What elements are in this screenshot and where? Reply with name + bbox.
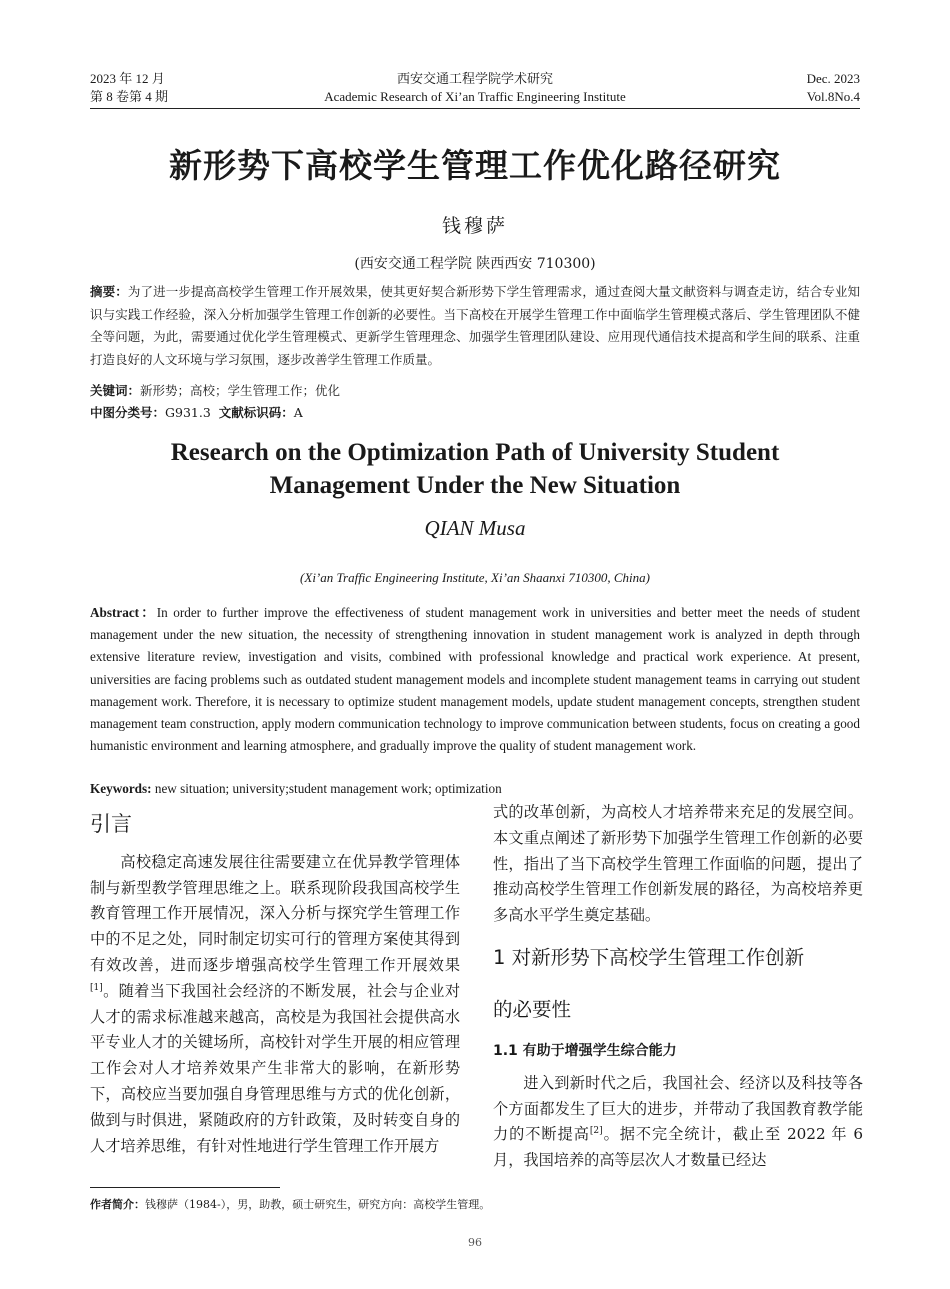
keywords-cn-label: 关键词： [90, 383, 141, 398]
section-1-heading-cont: 的必要性 [493, 997, 572, 1021]
abstract-cn-text: 为了进一步提高高校学生管理工作开展效果，使其更好契合新形势下学生管理需求，通过查阅大量文献资料与调查走访，结合专业知识与实践工作经验，深入分析加强学生管理工作创新的必要性。当下高校在开展学生管理工作中面临学生管理模式落后、学生管理团队不健全等问题，为此，需要通过优化学生管理模式、更新学生管理理念、加强学生管理团队建设、应用现代通信技术提高和学生间的联系、注重打造良好的人文环境与学习氛围，逐步改善学生管理工作质量。 [90, 284, 860, 367]
clc-value: G931.3 [165, 405, 211, 420]
footnote-rule [90, 1187, 280, 1188]
classification-line [90, 402, 860, 425]
citation-2[interactable]: [2] [589, 1126, 603, 1137]
title-en-line1: Research on the Optimization Path of University Student [170, 439, 780, 466]
body-column-right [493, 800, 863, 1174]
abstract-cn-label: 摘要： [90, 284, 128, 299]
running-header [90, 70, 860, 110]
header-journal-en: Academic Research of Xi’an Traffic Engineering Institute [324, 89, 626, 104]
affiliation-en: (Xi’an Traffic Engineering Institute, Xi’an Shaanxi 710300, China) [300, 570, 650, 585]
keywords-cn [90, 380, 860, 403]
keywords-en-text: new situation; university;student management work; optimization [154, 781, 502, 796]
s11-text-a: 进入到新时代之后，我国社会、经济以及科技等各个方面都发生了巨大的进步，并带动了我国教育教学能力的不断提高 [493, 1073, 863, 1144]
header-volume-cn: 第 8 卷第 4 期 [90, 89, 169, 104]
header-volume-en: Vol.8No.4 [806, 89, 860, 104]
paper-title-en [0, 436, 950, 502]
header-journal [90, 70, 860, 106]
footnote-label: 作者简介： [90, 1198, 145, 1211]
section-1-1-paragraph [493, 1071, 863, 1174]
body-column-left [90, 806, 460, 1159]
intro-continuation: 式的改革创新，为高校人才培养带来充足的发展空间。本文重点阐述了新形势下加强学生管理工作创新的必要性，指出了当下高校学生管理工作面临的问题，提出了推动高校学生管理工作创新发展的路径，为高校培养更多高水平学生奠定基础。 [493, 803, 863, 925]
header-journal-cn: 西安交通工程学院学术研究 [396, 71, 553, 86]
page-number: 96 [468, 1236, 482, 1249]
header-date-cn: 2023 年 12 月 [90, 71, 165, 86]
keywords-cn-text: 新形势；高校；学生管理工作；优化 [140, 383, 341, 398]
clc-label: 中图分类号： [90, 405, 166, 420]
paper-title-cn: 新形势下高校学生管理工作优化路径研究 [169, 146, 781, 185]
header-rule [90, 108, 860, 109]
intro-text-a: 高校稳定高速发展往往需要建立在优异教学管理体制与新型教学管理思维之上。联系现阶段我国高校学生教育管理工作开展情况，深入分析与探究学生管理工作中的不足之处，同时制定切实可行的管理方案使其得到有效改善，进而逐步增强高校学生管理工作开展效果 [90, 852, 460, 974]
author-name-cn: 钱穆萨 [441, 215, 508, 237]
intro-heading: 引言 [90, 812, 132, 836]
intro-text-b: 。随着当下我国社会经济的不断发展，社会与企业对人才的需求标准越来越高，高校是为我国社会提供高水平专业人才的关键场所，高校针对学生开展的相应管理工作会对人才培养效果产生非常大的影响，在新形势下，高校应当要加强自身管理思维与方式的优化创新，做到与时俱进，紧随政府的方针政策，及时转变自身的人才培养思维，有针对性地进行学生管理工作开展方 [90, 981, 460, 1155]
author-bio-footnote [90, 1196, 490, 1212]
header-date-en: Dec. 2023 [806, 71, 860, 86]
header-issue-en [807, 70, 860, 106]
intro-paragraph [90, 850, 460, 1160]
section-1-heading: 1 对新形势下高校学生管理工作创新 [493, 945, 805, 969]
affiliation-cn: (西安交通工程学院 陕西西安 710300) [354, 256, 596, 272]
doc-code-label: 文献标识码： [218, 405, 294, 420]
title-en-line2: Management Under the New Situation [269, 472, 681, 499]
footnote-text: 钱穆萨（1984-），男，助教，硕士研究生，研究方向：高校学生管理。 [145, 1198, 491, 1211]
abstract-en-text: In order to further improve the effectiveness of student management work in universities and better meet the needs of student management under the new situation, the necessity of strengthening innovation in student management work is analyzed in depth through extensive literature review, investigation and visits, combined with professional knowledge and practical work experience. At present, universities are facing problems such as outdated student management models and incomplete student management teams in carrying out student management work. Therefore, it is necessary to optimize student management models, update student management concepts, strengthen student management team construction, apply modern communication technology to improve communication between students, focus on creating a good humanistic environment and learning atmosphere, and gradually improve the quality of student management work. [90, 605, 860, 754]
s11-text-b: 。据不完全统计，截止至 2022 年 6 月，我国培养的高等层次人才数量已经达 [493, 1125, 864, 1170]
abstract-cn [90, 281, 860, 371]
abstract-en [90, 602, 860, 757]
author-name-en: QIAN Musa [424, 516, 526, 540]
keywords-en-label: Keywords: [90, 781, 152, 796]
citation-1[interactable]: [1] [90, 982, 103, 993]
keywords-en [90, 778, 860, 800]
doc-code-value: A [293, 405, 303, 420]
abstract-en-label: Abstract： [90, 605, 157, 620]
subsection-1-1-heading: 1.1 有助于增强学生综合能力 [493, 1042, 677, 1059]
